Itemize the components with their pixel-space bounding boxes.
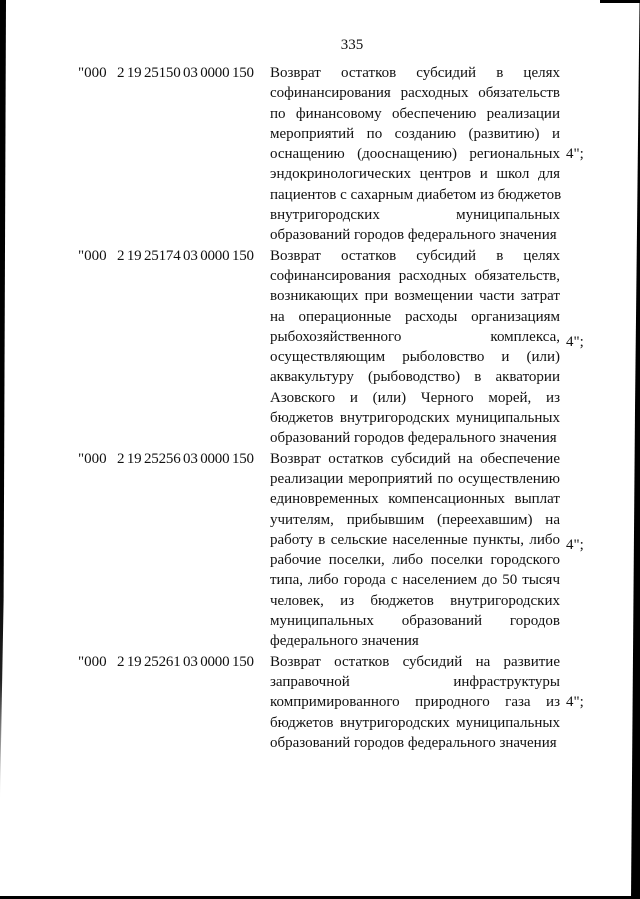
- description-line: Возврат остатков субсидий на развитие: [270, 653, 560, 670]
- description-line: заправочной инфраструктуры: [270, 673, 560, 690]
- description-line: внутригородских муниципальных: [270, 207, 560, 224]
- description-line: бюджетов внутригородских муниципальных: [270, 410, 560, 427]
- row-prefix: "000: [78, 450, 107, 467]
- table-row: [0, 246, 640, 449]
- description-line: рыбохозяйственного комплекса,: [270, 328, 560, 345]
- table-row: [0, 449, 640, 652]
- description-line: оснащению (дооснащению) региональных: [270, 146, 560, 163]
- description-line: осуществляющим рыболовство и (или): [270, 349, 560, 366]
- description-line: по финансовому обеспечению реализации: [270, 105, 560, 122]
- description-line: типа, либо города с населением до 50 тысяч: [270, 572, 560, 589]
- description-line: учителям, прибывшим (переехавшим) на: [270, 511, 560, 528]
- table-row: [0, 652, 640, 753]
- description-line: Возврат остатков субсидий на обеспечение: [270, 450, 560, 467]
- description-line: на операционные расходы организациям: [270, 308, 560, 325]
- row-suffix: 4";: [566, 693, 584, 710]
- description-line: бюджетов внутригородских муниципальных: [270, 714, 560, 731]
- description-line: Возврат остатков субсидий в целях: [270, 65, 560, 81]
- description-line: работу в сельские населенные пункты, либо: [270, 531, 560, 548]
- description-line: реализации мероприятий по осуществлению: [270, 470, 560, 487]
- row-prefix: "000: [78, 65, 107, 81]
- description-line: возникающих при возмещении части затрат: [270, 288, 560, 305]
- row-prefix: "000: [78, 653, 107, 670]
- budget-code: 2 19 25256 03 0000 150: [117, 450, 254, 467]
- scan-border-top-right: [600, 0, 640, 3]
- row-prefix: "000: [78, 247, 107, 264]
- description-line: единовременных компенсационных выплат: [270, 491, 560, 508]
- budget-code: 2 19 25150 03 0000 150: [117, 65, 254, 81]
- description-line: компримированного природного газа из: [270, 694, 560, 711]
- table-row: [0, 63, 640, 246]
- description-line: мероприятий по созданию (развитию) и: [270, 125, 560, 142]
- description-line: аквакультуру (рыбоводство) в акватории: [270, 369, 560, 386]
- description-line: эндокринологических центров и школ для: [270, 166, 560, 183]
- description-line: Возврат остатков субсидий в целях: [270, 247, 560, 264]
- row-description: [270, 652, 560, 753]
- budget-code: 2 19 25174 03 0000 150: [117, 247, 254, 264]
- description-line: Азовского и (или) Черного морей, из: [270, 389, 560, 406]
- description-line: софинансирования расходных обязательств: [270, 85, 560, 102]
- description-line: образований городов федерального значения: [270, 430, 557, 447]
- description-line: муниципальных образований городов: [270, 613, 560, 630]
- description-line: человек, из бюджетов внутригородских: [270, 592, 560, 609]
- row-suffix: 4";: [566, 333, 584, 350]
- budget-code: 2 19 25261 03 0000 150: [117, 653, 254, 670]
- row-description: [270, 449, 560, 652]
- description-line: образований городов федерального значения: [270, 227, 557, 244]
- description-line: рабочие поселки, либо поселки городского: [270, 552, 560, 569]
- budget-code-table: [0, 63, 640, 753]
- row-description: [270, 63, 560, 246]
- description-line: пациентов с сахарным диабетом из бюджетов: [270, 186, 562, 203]
- row-suffix: 4";: [566, 146, 584, 162]
- description-line: федерального значения: [270, 633, 419, 650]
- row-description: [270, 246, 560, 449]
- description-line: образований городов федерального значения: [270, 734, 557, 751]
- row-suffix: 4";: [566, 536, 584, 553]
- description-line: софинансирования расходных обязательств,: [270, 267, 560, 284]
- page-number: 335: [340, 37, 364, 53]
